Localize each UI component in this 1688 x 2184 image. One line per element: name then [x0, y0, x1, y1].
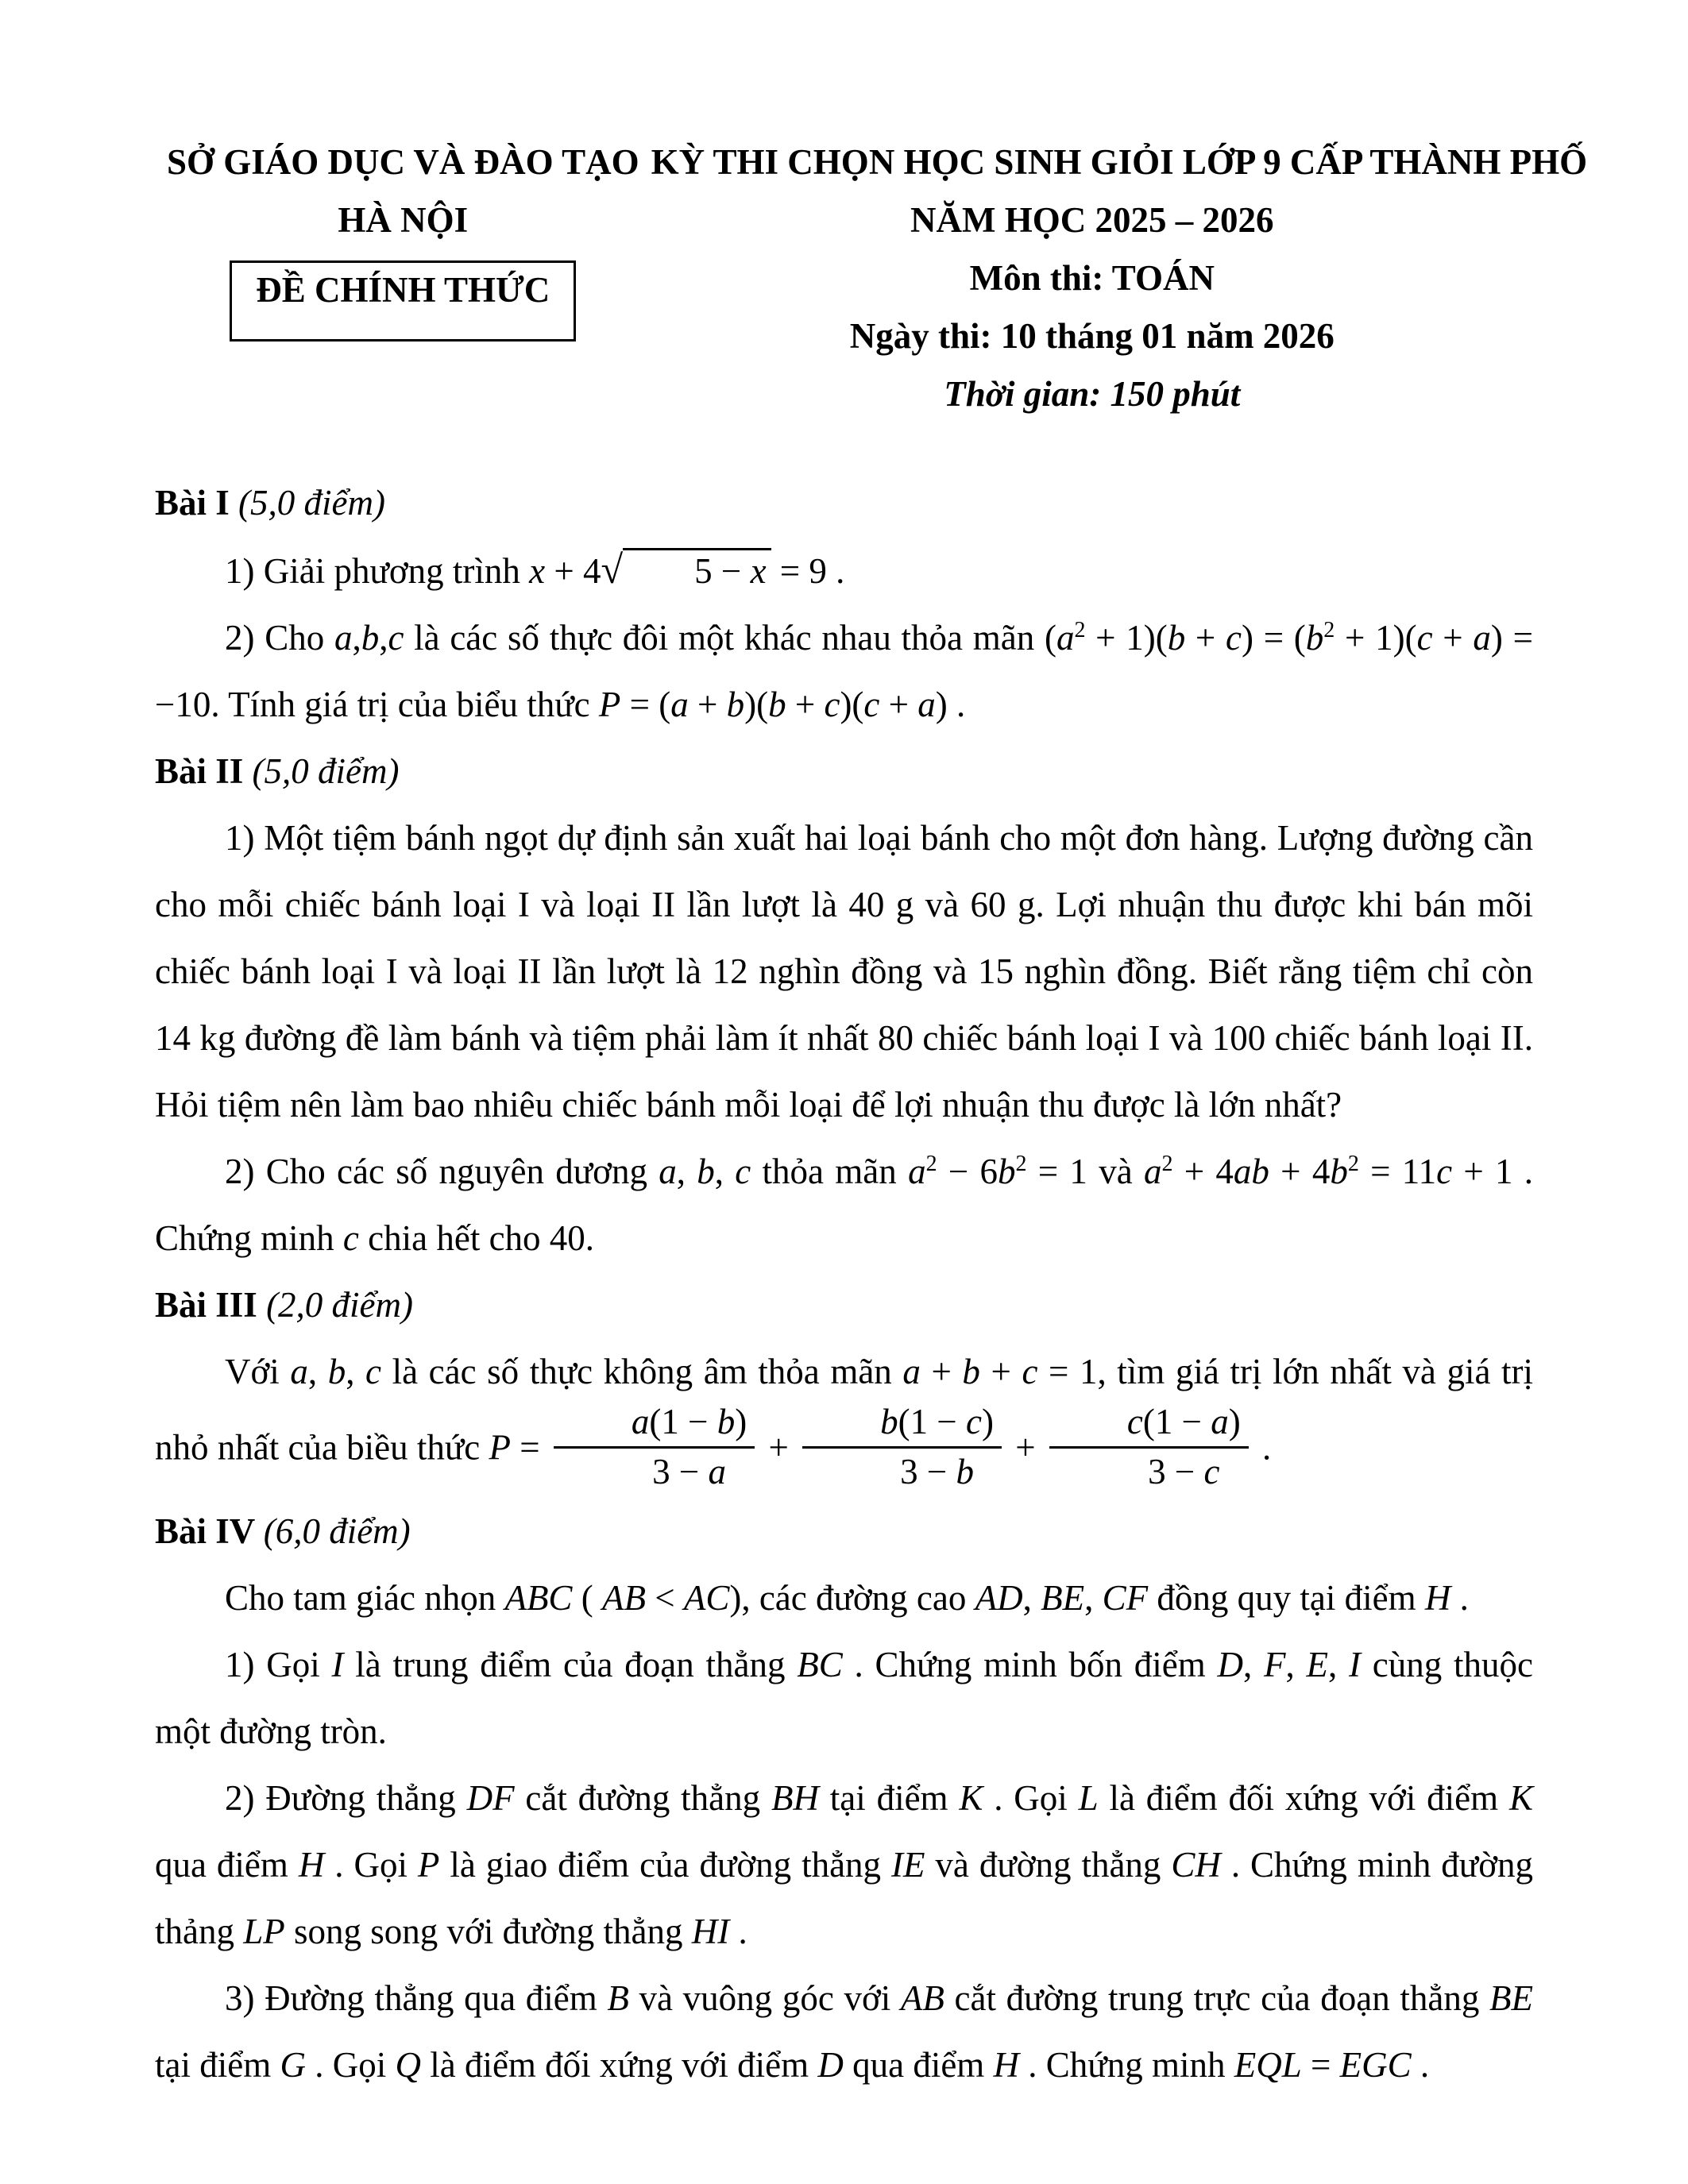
text-run: 1) Gọi: [225, 1644, 332, 1684]
text-run: ,: [346, 1352, 366, 1391]
text-run: I: [1349, 1644, 1362, 1684]
text-run: (6,0 điểm): [263, 1511, 411, 1551]
text-run: tại điểm: [155, 2044, 280, 2085]
text-run: a: [917, 685, 936, 724]
text-run: ,: [379, 618, 388, 658]
text-run: a: [1473, 618, 1491, 658]
text-run: Bài III: [155, 1285, 267, 1325]
text-run: b: [361, 618, 380, 658]
exam-date: Ngày thi: 10 tháng 01 năm 2026: [849, 316, 1335, 356]
text-run: +: [1432, 618, 1474, 658]
text-run: a: [659, 1152, 677, 1191]
text-run: +: [879, 685, 918, 724]
text-run: ): [735, 1402, 747, 1441]
text-run: c: [1226, 618, 1242, 658]
text-run: G: [280, 2044, 306, 2085]
square-root: [601, 547, 771, 592]
text-run: a: [708, 1451, 727, 1491]
text-run: . Chứng minh: [1019, 2044, 1234, 2085]
text-run: a: [1143, 1152, 1162, 1191]
text-run: P: [417, 1844, 440, 1885]
text-run: = 9 .: [771, 551, 845, 591]
text-run: a: [631, 1402, 650, 1441]
text-run: b: [956, 1451, 975, 1491]
text-run: H: [1424, 1577, 1451, 1618]
text-run: ) = −10. Tính giá trị của biểu thức: [155, 618, 1533, 724]
text-run: EQL: [1234, 2044, 1302, 2085]
bai-iii: [155, 1338, 1533, 1498]
text-run: là trung điểm của đoạn thẳng: [343, 1644, 798, 1684]
text-run: )(: [840, 685, 864, 724]
text-run: P: [598, 685, 621, 724]
text-run: AB: [601, 1577, 646, 1618]
superscript: 2: [1323, 618, 1335, 642]
bai-iv-intro: [155, 1565, 1533, 1631]
text-run: ab: [1233, 1152, 1269, 1191]
text-run: c: [1126, 1402, 1143, 1441]
bai-ii-cau-1: [155, 805, 1533, 1138]
text-run: = 1, tìm giá trị lớn nhất và giá trị nhỏ nhất của biều thức: [155, 1352, 1533, 1468]
text-run: a: [334, 618, 353, 658]
text-run: b: [726, 685, 745, 724]
text-run: ,: [676, 1152, 697, 1191]
text-run: DF: [466, 1777, 515, 1818]
bai-i-cau-2: [155, 604, 1533, 738]
text-run: là các số thực đôi một khác nhau thỏa mãn: [404, 618, 1045, 658]
problems-body: [155, 469, 1533, 2098]
text-run: = 11: [1358, 1152, 1437, 1191]
text-run: (5,0 điểm): [252, 751, 400, 791]
text-run: CF: [1102, 1577, 1149, 1618]
text-run: +: [1185, 618, 1226, 658]
text-run: = 1 và: [1026, 1152, 1144, 1191]
text-run: a: [290, 1352, 308, 1391]
document-header: [155, 133, 1588, 423]
fraction: [554, 1400, 755, 1493]
text-run: (: [572, 1577, 602, 1618]
text-run: c: [824, 685, 840, 724]
text-run: + 1 . Chứng minh: [155, 1152, 1534, 1258]
text-run: ,: [1285, 1644, 1307, 1684]
text-run: (5,0 điểm): [238, 483, 385, 523]
text-run: c: [863, 685, 880, 724]
text-run: b: [717, 1402, 736, 1441]
text-run: 1) Một tiệm bánh ngọt dự định sản xuất hai loại bánh cho một đơn hàng. Lượng đường cần cho mỗi chiếc bánh loại I và loại II lần lượt là 40 g và 60 g. Lợi nhuận thu được khi bán mõi chiếc bánh loại I và loại II lần lượt là 12 nghìn đồng và 15 nghìn đồng. Biết rằng tiệm chỉ còn 14 kg đường đề làm bánh và tiệm phải làm ít nhất 80 chiếc bánh loại I và 100 chiếc bánh loại II. Hỏi tiệm nên làm bao nhiêu chiếc bánh mỗi loại để lợi nhuận thu được là lớn nhất?: [155, 818, 1533, 1125]
text-run: LP: [243, 1911, 285, 1951]
text-run: P: [489, 1427, 512, 1468]
text-run: cắt đường thẳng: [514, 1777, 771, 1818]
exam-duration: Thời gian: 150 phút: [944, 374, 1241, 414]
text-run: <: [645, 1577, 684, 1618]
issuer-block: [155, 133, 651, 341]
text-run: là giao điểm của đường thẳng: [439, 1844, 891, 1885]
exam-school-year: NĂM HỌC 2025 – 2026: [910, 200, 1274, 240]
text-run: AB: [900, 1978, 944, 2018]
text-run: I: [331, 1644, 344, 1684]
bai-iv-heading: [155, 1498, 1533, 1565]
text-run: b: [880, 1402, 898, 1441]
text-run: + 4: [545, 551, 601, 591]
bai-iv-cau-1: [155, 1631, 1533, 1765]
text-run: H: [993, 2044, 1020, 2085]
text-run: . Gọi: [305, 2044, 396, 2085]
superscript: 2: [1015, 1152, 1027, 1176]
text-run: 3 −: [900, 1451, 956, 1491]
text-run: c: [388, 618, 404, 658]
text-run: 2) Cho: [225, 618, 334, 658]
text-run: Bài I: [155, 483, 239, 523]
text-run: c: [342, 1218, 359, 1258]
text-run: BH: [771, 1777, 819, 1818]
text-run: .: [1411, 2044, 1430, 2085]
bai-iv-cau-3: [155, 1965, 1533, 2098]
bai-ii-heading: [155, 738, 1533, 805]
text-run: b: [962, 1352, 980, 1391]
text-run: = (: [620, 685, 671, 724]
bai-i-heading: [155, 469, 1533, 536]
text-run: . Gọi: [983, 1777, 1079, 1818]
exam-subject: Môn thi: TOÁN: [969, 258, 1215, 298]
text-run: b: [998, 1152, 1016, 1191]
text-run: (1 −: [649, 1402, 717, 1441]
text-run: (2,0 điểm): [266, 1285, 414, 1325]
text-run: 2) Đường thẳng: [225, 1777, 467, 1818]
text-run: b: [697, 1152, 715, 1191]
issuer-city: HÀ NỘI: [338, 200, 469, 240]
text-run: +: [979, 1352, 1022, 1391]
bai-i-cau-1: [155, 536, 1533, 604]
text-run: và đường thẳng: [925, 1844, 1172, 1885]
text-run: . Chứng minh đường thảng: [155, 1844, 1533, 1951]
text-run: ,: [1084, 1577, 1103, 1618]
text-run: là điểm đối xứng với điểm: [1098, 1777, 1509, 1818]
text-run: L: [1078, 1777, 1099, 1818]
issuer-department: SỞ GIÁO DỤC VÀ ĐÀO TẠO: [166, 142, 639, 182]
text-run: b: [768, 685, 786, 724]
text-run: ,: [352, 618, 361, 658]
text-run: + 1)(: [1085, 618, 1168, 658]
exam-info-block: [651, 133, 1588, 423]
text-run: . Chứng minh bốn điểm: [842, 1644, 1218, 1684]
text-run: ,: [1022, 1577, 1041, 1618]
text-run: D: [1217, 1644, 1243, 1684]
text-run: cùng thuộc một đường tròn.: [155, 1644, 1533, 1751]
text-run: D: [817, 2044, 844, 2085]
text-run: F: [1263, 1644, 1286, 1684]
text-run: E: [1306, 1644, 1328, 1684]
text-run: tại điểm: [818, 1777, 960, 1818]
superscript: 2: [1161, 1152, 1173, 1176]
text-run: (1 −: [898, 1402, 967, 1441]
text-run: . Gọi: [324, 1844, 418, 1885]
text-run: B: [607, 1978, 629, 2018]
text-run: ) = (: [1242, 618, 1306, 658]
text-run: qua điểm: [843, 2044, 994, 2085]
text-run: 1) Giải phương trình: [225, 551, 530, 591]
text-run: a: [670, 685, 689, 724]
text-run: ABC: [504, 1577, 573, 1618]
text-run: a: [902, 1352, 921, 1391]
text-run: b: [327, 1352, 346, 1391]
text-run: (1 −: [1142, 1402, 1211, 1441]
text-run: ), các đường cao: [729, 1577, 975, 1618]
text-run: Q: [395, 2044, 421, 2085]
text-run: c: [365, 1352, 382, 1391]
text-run: ): [1228, 1402, 1241, 1441]
text-run: BE: [1041, 1577, 1085, 1618]
text-run: c: [1416, 618, 1433, 658]
text-run: (: [1044, 618, 1056, 658]
text-run: .: [1253, 1427, 1272, 1468]
text-run: BC: [797, 1644, 843, 1684]
text-run: EGC: [1339, 2044, 1412, 2085]
radical-sign: √: [601, 547, 624, 592]
text-run: chia hết cho 40.: [358, 1218, 595, 1258]
text-run: CH: [1171, 1844, 1221, 1885]
text-run: ,: [1242, 1644, 1264, 1684]
text-run: ,: [1328, 1644, 1350, 1684]
text-run: 2) Cho các số nguyên dương: [225, 1152, 659, 1191]
official-stamp-wrap: [155, 260, 651, 341]
text-run: x: [529, 551, 546, 591]
text-run: AD: [975, 1577, 1023, 1618]
text-run: 3) Đường thẳng qua điểm: [225, 1978, 608, 2018]
text-run: qua điểm: [155, 1844, 299, 1885]
exam-title: KỲ THI CHỌN HỌC SINH GIỎI LỚP 9 CẤP THÀNH PHỐ: [651, 142, 1588, 182]
superscript: 2: [1074, 618, 1086, 642]
text-run: và vuông góc với: [628, 1978, 901, 2018]
text-run: ): [982, 1402, 995, 1441]
text-run: =: [1301, 2044, 1340, 2085]
text-run: K: [1508, 1777, 1533, 1818]
text-run: b: [1167, 618, 1186, 658]
text-run: x: [750, 551, 767, 591]
text-run: .: [729, 1911, 747, 1951]
text-run: +: [759, 1427, 798, 1468]
text-run: + 4: [1269, 1152, 1331, 1191]
text-run: thỏa mãn: [751, 1152, 909, 1191]
text-run: − 6: [937, 1152, 998, 1191]
text-run: c: [1436, 1152, 1453, 1191]
text-run: a: [1056, 618, 1075, 658]
bai-iii-heading: [155, 1271, 1533, 1338]
fraction: [802, 1400, 1002, 1493]
text-run: )(: [744, 685, 769, 724]
text-run: 3 −: [1148, 1451, 1204, 1491]
text-run: IE: [891, 1844, 925, 1885]
text-run: b: [1330, 1152, 1348, 1191]
text-run: 5 −: [694, 551, 751, 591]
text-run: cắt đường trung trực của đoạn thẳng: [944, 1978, 1490, 2018]
text-run: Với: [225, 1352, 291, 1391]
text-run: Bài II: [155, 751, 253, 791]
text-run: a: [1211, 1402, 1229, 1441]
text-run: c: [1022, 1352, 1038, 1391]
superscript: 2: [1347, 1152, 1359, 1176]
bai-ii-cau-2: [155, 1138, 1533, 1271]
text-run: +: [688, 685, 727, 724]
text-run: +: [786, 685, 825, 724]
text-run: BE: [1489, 1978, 1533, 2018]
official-exam-stamp: ĐỀ CHÍNH THỨC: [230, 260, 576, 341]
text-run: ,: [307, 1352, 328, 1391]
text-run: .: [1450, 1577, 1469, 1618]
text-run: Cho tam giác nhọn: [225, 1577, 505, 1618]
text-run: HI: [691, 1911, 730, 1951]
text-run: 3 −: [652, 1451, 709, 1491]
fraction: [1049, 1400, 1249, 1493]
bai-iv-cau-2: [155, 1765, 1533, 1965]
text-run: a: [908, 1152, 926, 1191]
text-run: H: [298, 1844, 325, 1885]
text-run: +: [1006, 1427, 1045, 1468]
text-run: là điểm đối xứng với điểm: [420, 2044, 818, 2085]
text-run: Bài IV: [155, 1511, 264, 1551]
text-run: +: [920, 1352, 963, 1391]
text-run: =: [511, 1427, 549, 1468]
text-run: song song với đường thẳng: [284, 1911, 692, 1951]
text-run: AC: [683, 1577, 730, 1618]
text-run: ) .: [935, 685, 966, 724]
text-run: b: [1305, 618, 1324, 658]
text-run: c: [966, 1402, 983, 1441]
text-run: là các số thực không âm thỏa mãn: [381, 1352, 903, 1391]
text-run: c: [1203, 1451, 1220, 1491]
text-run: đồng quy tại điểm: [1148, 1577, 1425, 1618]
text-run: c: [735, 1152, 751, 1191]
text-run: + 4: [1172, 1152, 1234, 1191]
text-run: K: [959, 1777, 983, 1818]
superscript: 2: [925, 1152, 937, 1176]
text-run: ,: [714, 1152, 736, 1191]
text-run: + 1)(: [1335, 618, 1417, 658]
